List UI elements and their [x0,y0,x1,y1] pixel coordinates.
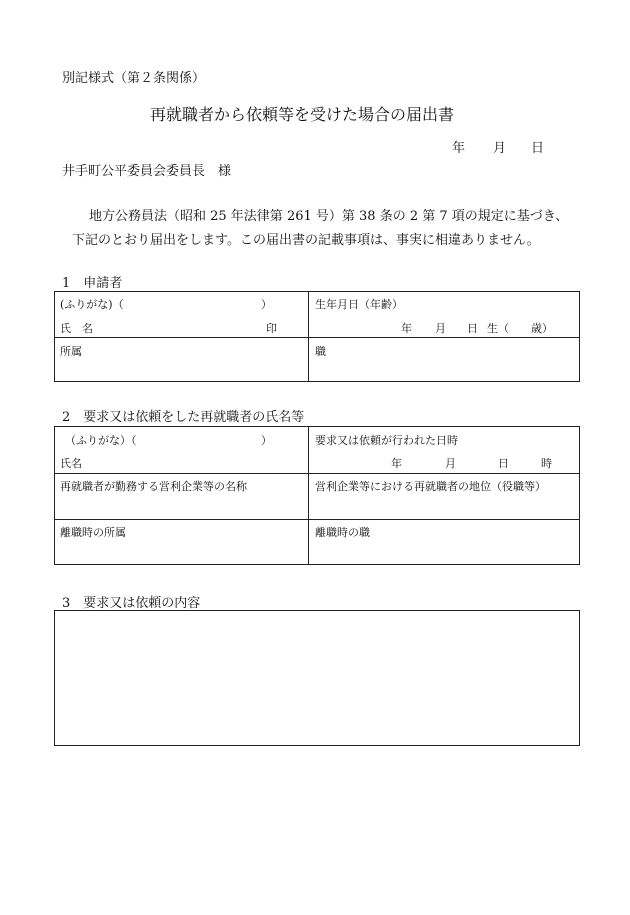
date-month-label: 月 [493,141,507,156]
form-label: 別記様式（第２条関係） [62,71,206,86]
retiree-name-label: 氏名 [60,457,82,470]
intro-line-1: 地方公務員法（昭和 25 年法律第 261 号）第 38 条の 2 第 7 項の規定に基づき、 [89,209,569,224]
retiree-furigana-close: ） [261,434,272,447]
date-year-label: 年 [452,141,466,156]
request-hour-label: 時 [541,457,552,470]
age-label: 歳） [531,322,553,335]
birth-sei-label: 生（ [487,322,509,335]
affiliation-label: 所属 [60,345,82,358]
request-datetime-label: 要求又は依頼が行われた日時 [315,434,458,447]
retiree-table [54,426,580,565]
applicant-name-label: 氏 名 [60,322,93,335]
birth-month-label: 月 [435,322,446,335]
intro-line-2: 下記のとおり届出をします。この届出書の記載事項は、事実に相違ありません。 [72,233,540,248]
date-day-label: 日 [531,141,545,156]
birth-day-label: 日 [467,322,478,335]
request-day-label: 日 [498,457,509,470]
applicant-furigana-open: (ふりがな)（ [60,298,124,311]
request-year-label: 年 [391,457,402,470]
section3-heading: 3 要求又は依頼の内容 [62,596,201,611]
birthdate-label: 生年月日（年齢） [315,298,403,311]
applicant-table [54,291,580,382]
section2-heading: 2 要求又は依頼をした再就職者の氏名等 [62,410,305,425]
former-position-label: 離職時の職 [315,526,370,539]
company-name-label: 再就職者が勤務する営利企業等の名称 [60,480,247,493]
seal-mark: 印 [266,322,277,335]
request-month-label: 月 [445,457,456,470]
former-affiliation-label: 離職時の所属 [60,526,126,539]
request-content-box [54,610,580,746]
birth-year-label: 年 [401,322,412,335]
applicant-furigana-close: ） [261,298,272,311]
document-title: 再就職者から依頼等を受けた場合の届出書 [150,105,455,124]
retiree-furigana-open: （ふりがな）（ [65,434,137,447]
position-label: 職 [315,345,326,358]
company-position-label: 営利企業等における再就職者の地位（役職等） [315,480,546,493]
section1-heading: 1 申請者 [62,276,123,291]
addressee: 井手町公平委員会委員長 様 [62,164,232,179]
